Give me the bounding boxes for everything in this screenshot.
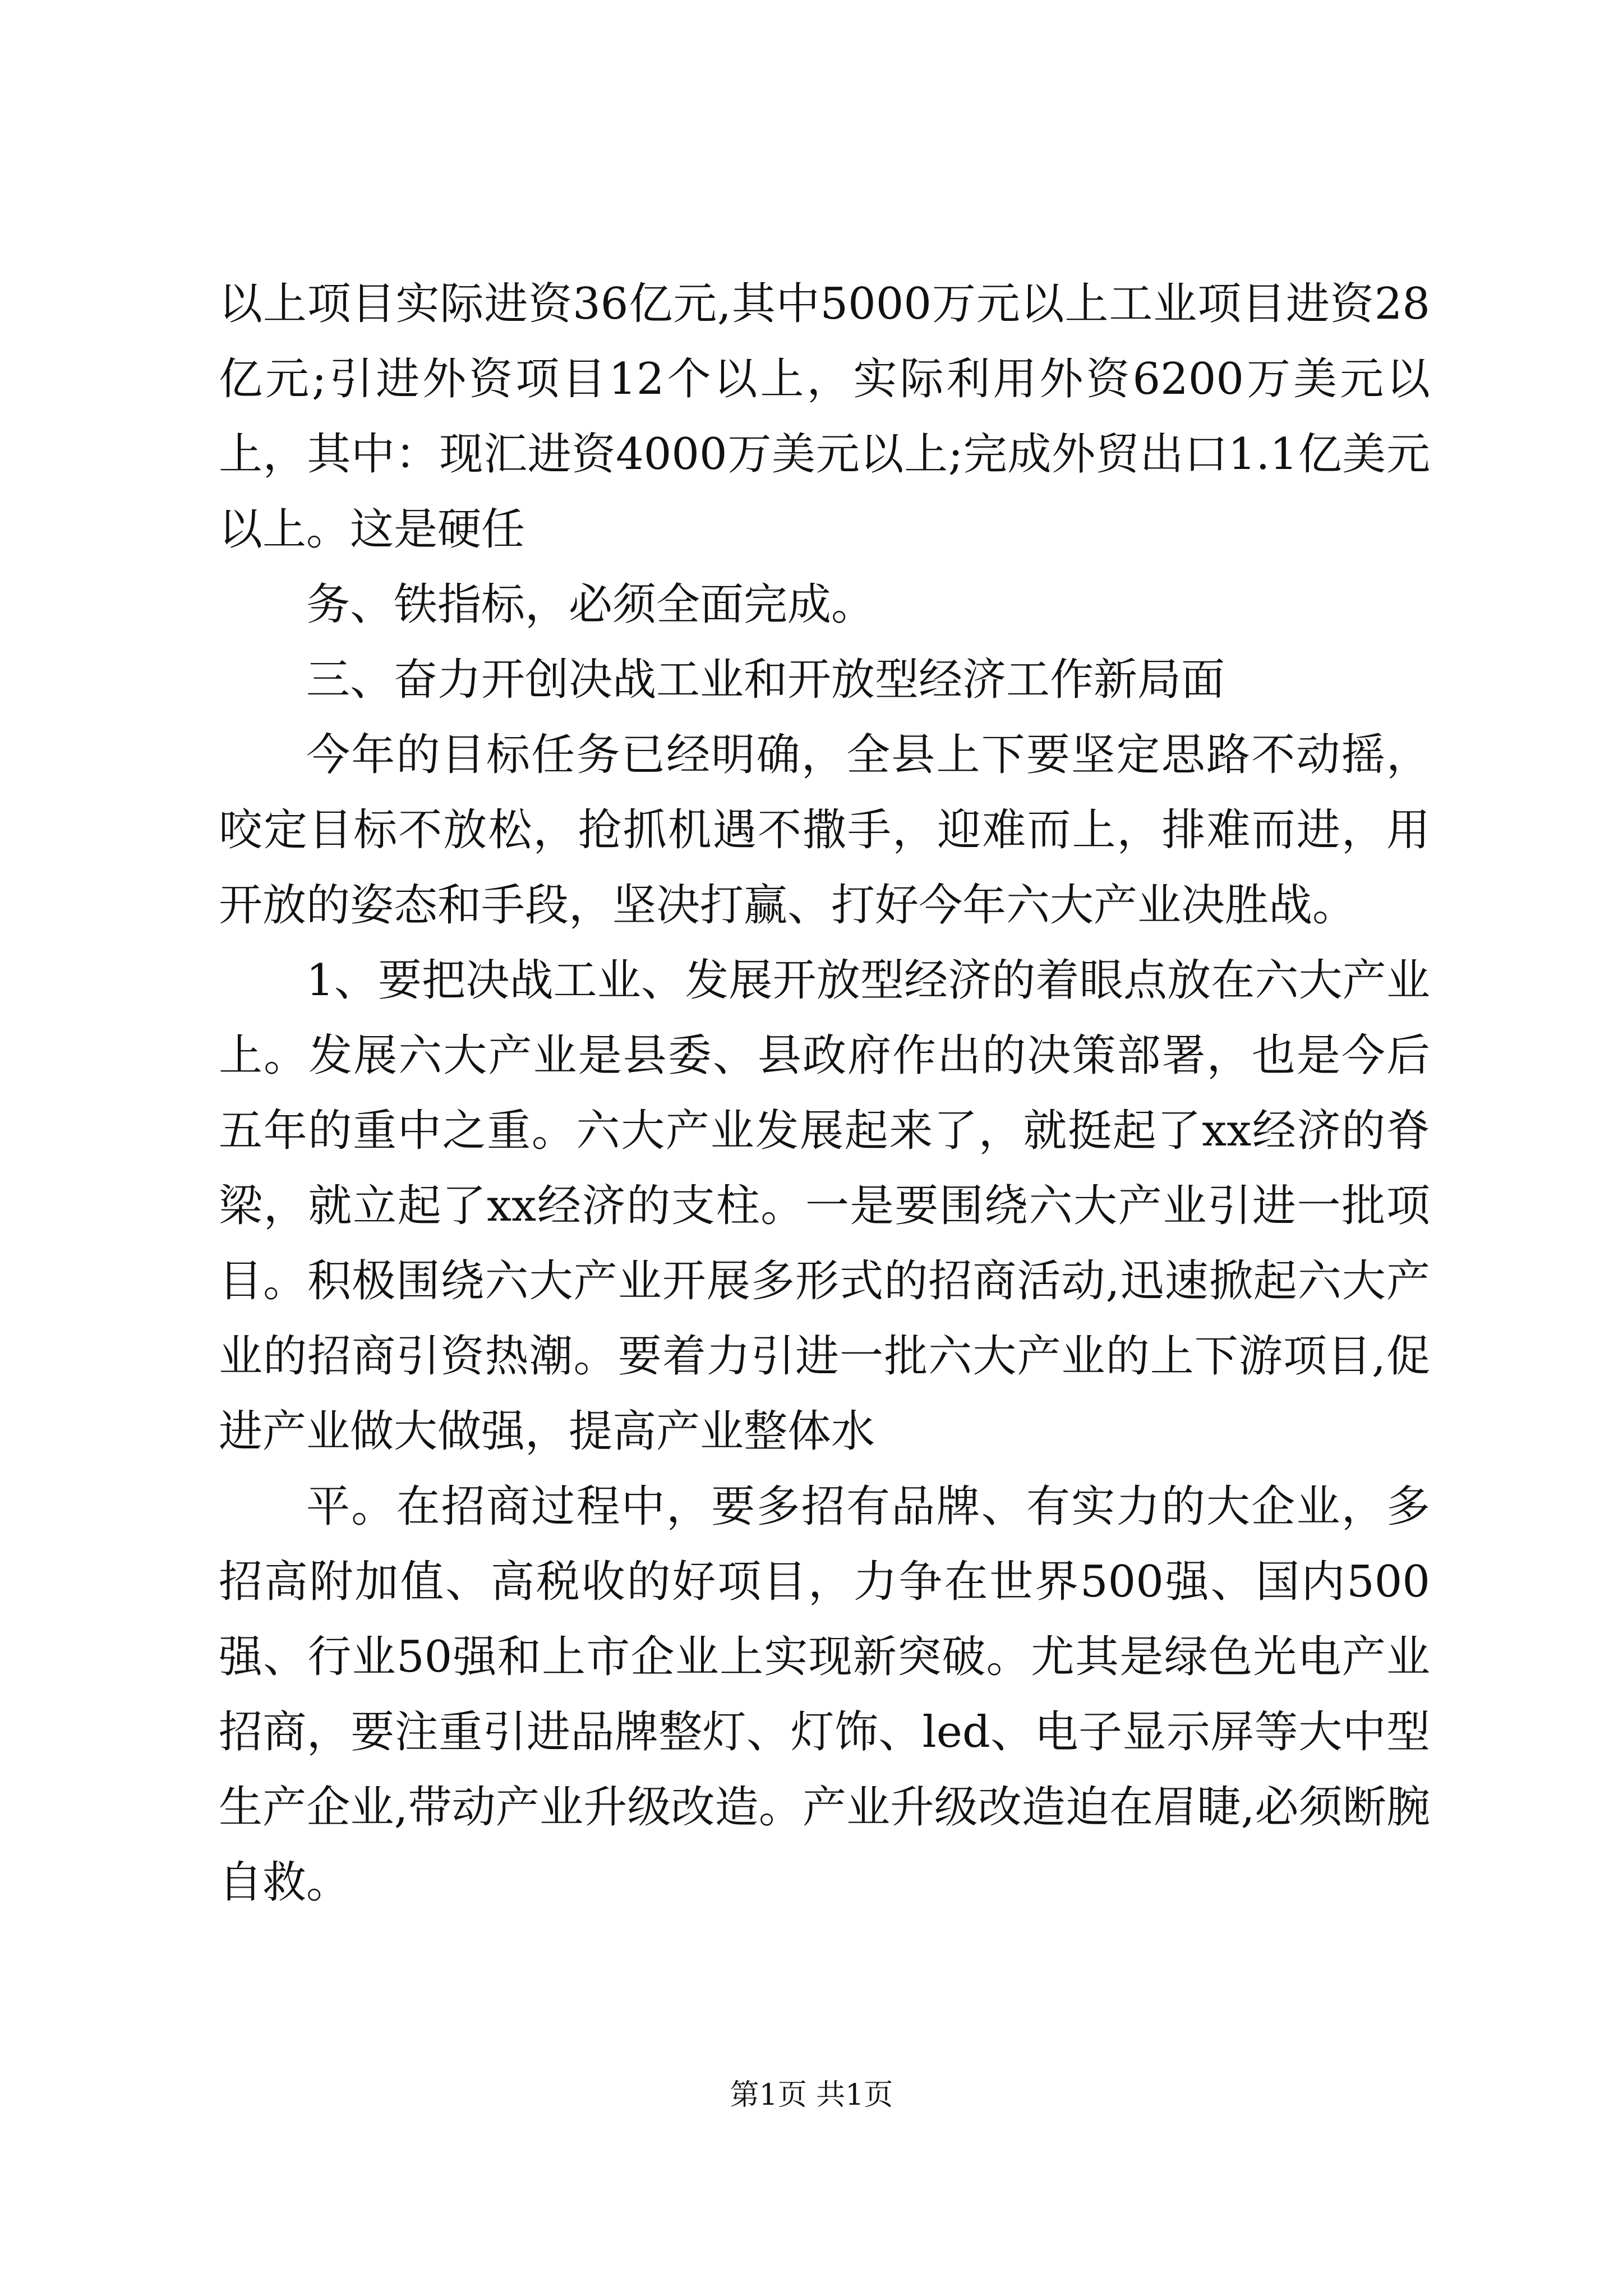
document-body [219,266,1430,1920]
paragraph-3: 今年的目标任务已经明确，全县上下要坚定思路不动摇，咬定目标不放松，抢抓机遇不撒手，迎难而上，排难而进，用开放的姿态和手段，坚决打赢、打好今年六大产业决胜战。 [219,730,1430,931]
section-heading: 三、奋力开创决战工业和开放型经济工作新局面 [306,655,1225,705]
page-footer: 第1页 共1页 [730,2078,893,2112]
paragraph-5: 平。在招商过程中，要多招有品牌、有实力的大企业，多招高附加值、高税收的好项目，力争在世界500强、国内500强、行业50强和上市企业上实现新突破。尤其是绿色光电产业招商，要注重引进品牌整灯、灯饰、led、电子显示屏等大中型生产企业,带动产业升级改造。产业升级改造迫在眉睫,必须断腕自救。 [219,1481,1430,1908]
paragraph-4: 1、要把决战工业、发展开放型经济的着眼点放在六大产业上。发展六大产业是县委、县政府作出的决策部署，也是今后五年的重中之重。六大产业发展起来了，就挺起了xx经济的脊梁，就立起了xx经济的支柱。一是要围绕六大产业引进一批项目。积极围绕六大产业开展多形式的招商活动,迅速掀起六大产业的招商引资热潮。要着力引进一批六大产业的上下游项目,促进产业做大做强，提高产业整体水 [219,955,1430,1457]
paragraph-2: 务、铁指标，必须全面完成。 [306,579,875,630]
paragraph-1: 以上项目实际进资36亿元,其中5000万元以上工业项目进资28亿元;引进外资项目12个以上，实际利用外资6200万美元以上，其中：现汇进资4000万美元以上;完成外贸出口1.1亿美元以上。这是硬任 [219,279,1430,555]
